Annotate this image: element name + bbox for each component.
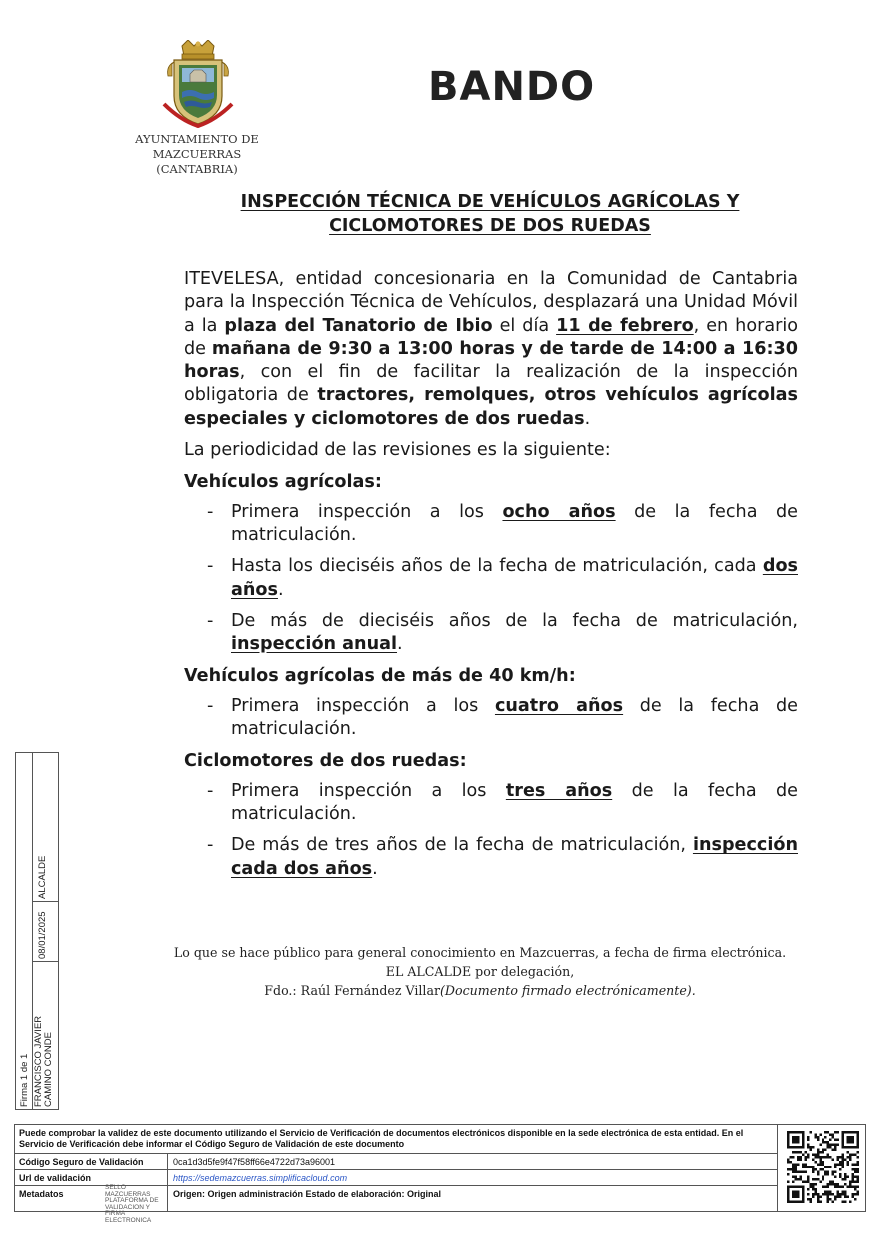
csv-value: 0ca1d3d5fe9f47f58ff66e4722d73a96001 [173, 1157, 335, 1167]
signature-note: (Documento firmado electrónicamente). [440, 983, 696, 998]
municipality-line: AYUNTAMIENTO DE [135, 132, 259, 146]
metadata-value: Origen: Origen administración Estado de elaboración: Original [173, 1189, 442, 1199]
document-title [184, 190, 796, 238]
validation-note: Puede comprobar la validez de este documento utilizando el Servicio de Verificación de documentos electrónicos disponible en la sede electrónica de esta entidad. En el Servicio de Verificación debe informar el Código Seguro de Validación de este documento [19, 1128, 744, 1149]
signer-name-line1: FRANCISCO JAVIER [33, 1015, 44, 1107]
metadata-row [15, 1184, 777, 1224]
intro-text: el día [492, 315, 557, 336]
date-text: 11 de febrero [556, 315, 694, 336]
validation-footer [14, 1124, 866, 1224]
list-item: - De más de dieciséis años de la fecha de matriculación, inspección anual. [207, 610, 798, 655]
document-body [184, 268, 798, 889]
signature-strip [15, 752, 59, 1110]
title-line: CICLOMOTORES DE DOS RUEDAS [329, 216, 651, 236]
municipality-line: (CANTABRIA) [156, 162, 238, 176]
signer-role: EL ALCALDE por delegación, [385, 964, 575, 979]
document-type-heading: BANDO [428, 64, 596, 110]
list-agricolas [184, 501, 798, 657]
vehicle-types-text: tractores, remolques, otros vehículos agrícolas especiales y ciclomotores de dos ruedas [184, 385, 798, 429]
metadata-label: Metadatos [19, 1189, 64, 1199]
closing-line: Lo que se hace público para general conocimiento en Mazcuerras, a fecha de firma electrónica. [173, 945, 787, 960]
csv-row [15, 1153, 777, 1170]
municipality-name [126, 132, 268, 177]
signer-line [140, 981, 820, 1000]
municipality-line: MAZCUERRAS [152, 147, 242, 161]
stamp-text: SELLO MAZCUERRAS PLATAFORMA DE VALIDACION Y FIRMA ELECTRONICA [105, 1184, 159, 1224]
signature-count: Firma 1 de 1 [19, 1053, 30, 1107]
qr-code-icon [787, 1131, 859, 1203]
signer-name: Fdo.: Raúl Fernández Villar [264, 983, 440, 998]
list-item: - Primera inspección a los cuatro años de la fecha de matriculación. [207, 695, 798, 740]
location-text: plaza del Tanatorio de Ibio [224, 315, 493, 336]
signer-name-line2: CAMINO CONDE [43, 1032, 54, 1107]
signature-date: 08/01/2025 [37, 911, 48, 959]
closing-block [140, 943, 820, 1000]
section-heading-agricolas-40: Vehículos agrícolas de más de 40 km/h: [184, 666, 576, 687]
intro-paragraph [184, 268, 798, 431]
url-label: Url de validación [19, 1173, 92, 1183]
section-heading-ciclomotores: Ciclomotores de dos ruedas: [184, 751, 467, 772]
validation-link[interactable]: https://sedemazcuerras.simplificacloud.com [173, 1173, 348, 1183]
list-agricolas-40 [184, 695, 798, 742]
list-ciclomotores [184, 780, 798, 881]
municipal-crest-icon [160, 40, 236, 128]
list-item: - De más de tres años de la fecha de matriculación, inspección cada dos años. [207, 835, 798, 879]
list-item: - Primera inspección a los tres años de la fecha de matriculación. [207, 780, 798, 824]
signer-role: ALCALDE [37, 855, 48, 899]
intro-text: , con el fin de facilitar la realización de la inspección obligatoria de [184, 362, 798, 406]
periodicity-text: La periodicidad de las revisiones es la siguiente: [184, 440, 611, 461]
list-item: - Primera inspección a los ocho años de la fecha de matriculación. [207, 501, 798, 545]
url-row [15, 1169, 777, 1186]
csv-label: Código Seguro de Validación [19, 1157, 144, 1167]
list-item: - Hasta los dieciséis años de la fecha de matriculación, cada dos años. [207, 556, 798, 600]
section-heading-agricolas: Vehículos agrícolas: [184, 472, 382, 493]
title-line: INSPECCIÓN TÉCNICA DE VEHÍCULOS AGRÍCOLAS Y [240, 192, 740, 212]
schedule-text: mañana de 9:30 a 13:00 horas y de tarde de 14:00 a 16:30 horas [184, 338, 798, 383]
intro-text: ITEVELESA, entidad concesionaria en la Comunidad de Cantabria para la Inspección Técnica de Vehículos, desplazará una Unidad Móvil a la [184, 269, 798, 336]
intro-text: , en horario de [184, 315, 798, 359]
intro-text: . [584, 408, 591, 429]
